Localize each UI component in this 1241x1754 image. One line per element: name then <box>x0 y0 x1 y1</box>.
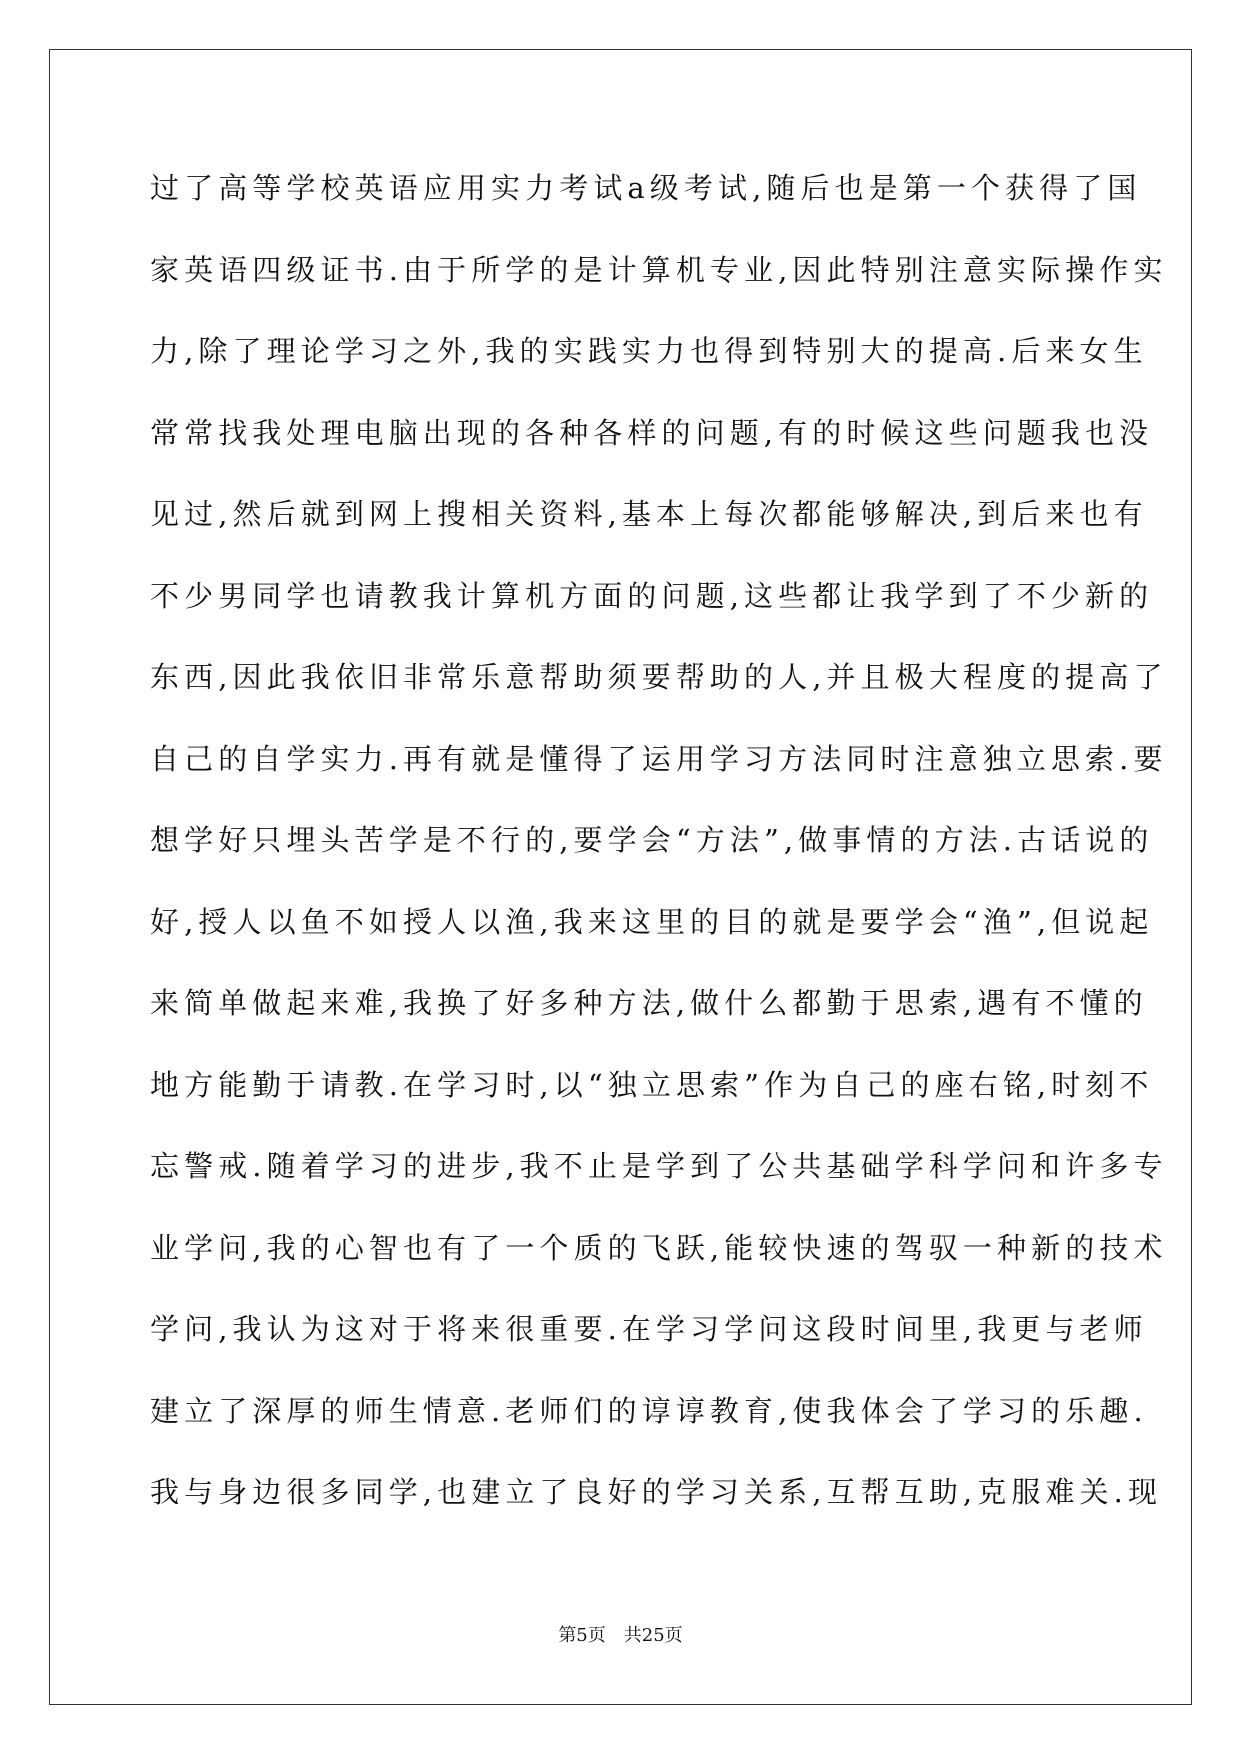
text-line: 见过,然后就到网上搜相关资料,基本上每次都能够解决,到后来也有 <box>150 497 1148 531</box>
text-line: 东西,因此我依旧非常乐意帮助须要帮助的人,并且极大程度的提高了 <box>150 660 1168 694</box>
text-line: 自己的自学实力.再有就是懂得了运用学习方法同时注意独立思索.要 <box>150 741 1168 776</box>
text-line: 家英语四级证书.由于所学的是计算机专业,因此特别注意实际操作实 <box>150 252 1168 287</box>
page-number: 第5页 <box>558 1625 606 1646</box>
text-line: 忘警戒.随着学习的进步,我不止是学到了公共基础学科学问和许多专 <box>150 1149 1168 1183</box>
text-line: 不少男同学也请教我计算机方面的问题,这些都让我学到了不少新的 <box>150 578 1154 613</box>
text-line: 业学问,我的心智也有了一个质的飞跃,能较快速的驾驭一种新的技术 <box>150 1230 1168 1265</box>
text-line: 力,除了理论学习之外,我的实践实力也得到特别大的提高.后来女生 <box>150 334 1148 368</box>
text-line: 我与身边很多同学,也建立了良好的学习关系,互帮互助,克服难关.现 <box>150 1475 1163 1509</box>
page-footer <box>0 1621 1241 1647</box>
text-line: 建立了深厚的师生情意.老师们的谆谆教育,使我体会了学习的乐趣. <box>150 1393 1148 1428</box>
text-line: 想学好只埋头苦学是不行的,要学会“方法”,做事情的方法.古话说的 <box>150 823 1154 857</box>
body-text <box>150 162 1168 1548</box>
text-line: 常常找我处理电脑出现的各种各样的问题,有的时候这些问题我也没 <box>150 415 1154 450</box>
text-line: 好,授人以鱼不如授人以渔,我来这里的目的就是要学会“渔”,但说起 <box>150 904 1154 939</box>
text-line: 过了高等学校英语应用实力考试a级考试,随后也是第一个获得了国 <box>150 171 1142 205</box>
page-total: 共25页 <box>623 1625 683 1646</box>
text-line: 地方能勤于请教.在学习时,以“独立思索”作为自己的座右铭,时刻不 <box>150 1067 1154 1102</box>
text-line: 学问,我认为这对于将来很重要.在学习学问这段时间里,我更与老师 <box>150 1312 1148 1346</box>
text-line: 来简单做起来难,我换了好多种方法,做什么都勤于思索,遇有不懂的 <box>150 986 1148 1020</box>
